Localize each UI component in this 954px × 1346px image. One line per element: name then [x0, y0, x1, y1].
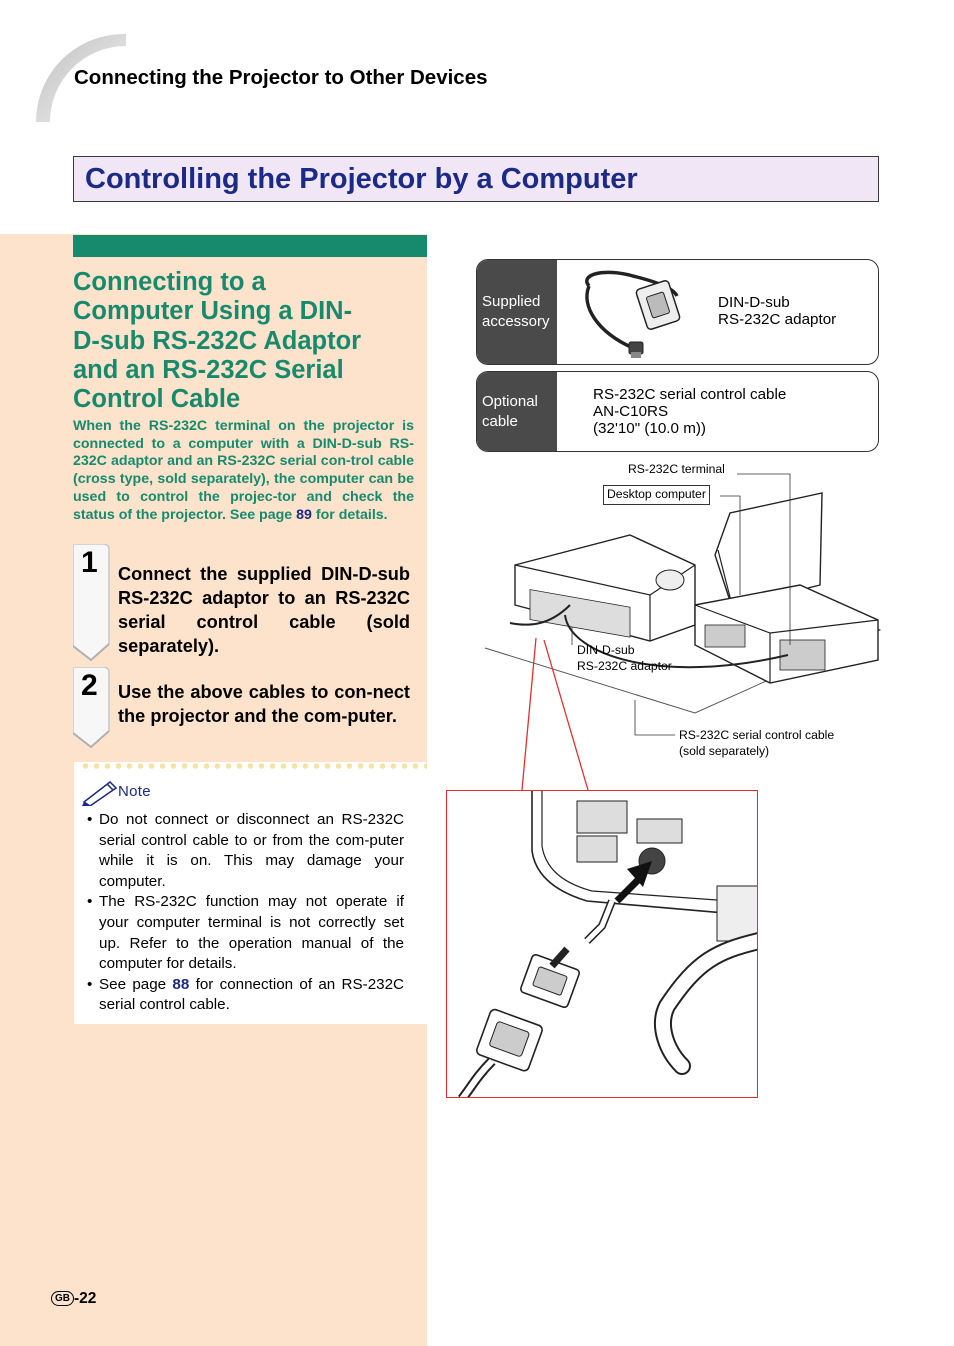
- desktop-computer-label: Desktop computer: [603, 485, 710, 505]
- step-1-tab: [73, 544, 111, 662]
- heading-line: Computer Using a DIN-: [73, 297, 353, 326]
- desc-line: (32'10" (10.0 m)): [593, 420, 706, 437]
- adaptor-label-line: DIN-D-sub: [577, 643, 635, 657]
- note-item-text: See page: [99, 975, 173, 993]
- supplied-category: [477, 260, 557, 364]
- step-1-text: Connect the supplied DIN-D-sub RS-232C adaptor to an RS-232C serial control cable (sold separately).: [118, 564, 410, 656]
- page-title: Controlling the Projector by a Computer: [85, 163, 638, 195]
- cable-label-line: RS-232C serial control cable: [679, 728, 835, 742]
- heading-line: Control Cable: [73, 385, 241, 414]
- page-title-box: [73, 156, 879, 202]
- section-heading: [73, 268, 413, 414]
- supplied-accessory-box: [476, 259, 879, 365]
- supplied-description: [718, 294, 836, 328]
- zoomed-connector-illustration: [447, 791, 758, 1098]
- optional-cable-box: [476, 371, 879, 452]
- section-header: Connecting the Projector to Other Devices: [74, 66, 488, 89]
- desc-line: DIN-D-sub: [718, 294, 790, 311]
- pencil-note-icon: [80, 776, 120, 806]
- desc-line: AN-C10RS: [593, 403, 669, 420]
- page-link-89[interactable]: 89: [296, 506, 312, 523]
- heading-line: Connecting to a: [73, 268, 266, 296]
- step-2-text: Use the above cables to con-nect the projector and the com-puter.: [118, 682, 410, 726]
- zoomed-connection-frame: [446, 790, 758, 1098]
- note-item-text-end: for connection of an RS-232C serial control cable.: [99, 975, 404, 1014]
- step-2-number: 2: [81, 669, 98, 702]
- optional-description: [593, 386, 786, 437]
- category-line: Optional: [482, 393, 538, 410]
- category-line: cable: [482, 413, 518, 430]
- intro-text: When the RS-232C terminal on the projector is connected to a computer with a DIN-D-sub RS-232C adaptor and an RS-232C serial con-trol cable (cross type, sold separately), the computer can be used to control the projec-tor and check the status of the projector. See page: [73, 418, 414, 523]
- heading-line: and an RS-232C Serial: [73, 355, 344, 384]
- page-number: [51, 1290, 96, 1308]
- page-link-88[interactable]: 88: [172, 975, 190, 993]
- heading-line: D-sub RS-232C Adaptor: [73, 326, 362, 355]
- category-line: Supplied: [482, 293, 541, 310]
- desc-line: RS-232C serial control cable: [593, 386, 787, 403]
- note-item: • Do not connect or disconnect an RS-232C serial control cable to or from the com-puter while it is on. This may damage your computer.: [74, 810, 404, 892]
- note-label: Note: [118, 783, 151, 800]
- adaptor-label: [577, 643, 672, 674]
- note-dotted-border: [80, 762, 427, 770]
- intro-text-end: for details.: [311, 506, 388, 523]
- note-item: [74, 975, 404, 1016]
- note-item: • The RS-232C function may not operate if your computer terminal is not correctly set up. Refer to the operation manual of the computer for details.: [74, 892, 404, 974]
- note-list: [74, 810, 404, 1016]
- adaptor-label-line: RS-232C adaptor: [577, 658, 672, 673]
- desc-line: RS-232C adaptor: [718, 311, 837, 328]
- rs232c-terminal-label: RS-232C terminal: [628, 462, 725, 476]
- category-line: accessory: [482, 313, 550, 330]
- note-box: [74, 762, 427, 1024]
- optional-category: [477, 372, 557, 451]
- region-badge: GB: [51, 1291, 74, 1306]
- cable-label-line: (sold separately): [679, 743, 770, 758]
- din-dsub-adaptor-illustration: [577, 266, 697, 361]
- page-number-text: -22: [74, 1290, 97, 1307]
- serial-cable-label: [679, 728, 834, 759]
- intro-paragraph: [73, 418, 414, 524]
- section-accent-bar: [73, 235, 427, 257]
- step-1-number: 1: [81, 546, 98, 579]
- step-2-tab: [73, 667, 111, 749]
